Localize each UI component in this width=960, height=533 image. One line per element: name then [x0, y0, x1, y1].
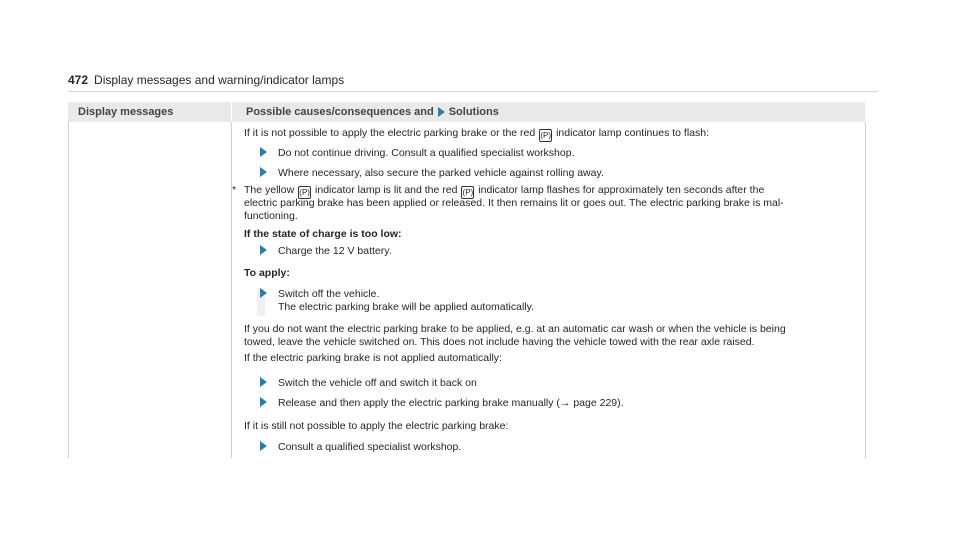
paragraph-1 — [244, 127, 854, 142]
paragraph-2-text-b: indicator lamp is lit and the red — [315, 184, 458, 196]
page-header — [68, 73, 344, 87]
paragraph-5: If it is still not possible to apply the electric parking brake: — [244, 420, 509, 432]
paragraph-4: If the electric parking brake is not applied automatically: — [244, 352, 502, 364]
bullet-6-text: Release and then apply the electric parking brake manually (→ page 229). — [278, 397, 624, 409]
bullet-5-text: Switch the vehicle off and switch it back on — [278, 377, 477, 389]
bullet-3-text: Charge the 12 V battery. — [278, 245, 392, 257]
bullet-4-text: Switch off the vehicle. — [278, 288, 380, 300]
parking-brake-icon: (P) — [540, 131, 551, 140]
heading-state-of-charge: If the state of charge is too low: — [244, 228, 402, 240]
table-left-border — [68, 122, 69, 458]
bullet-2-text: Where necessary, also secure the parked vehicle against rolling away. — [278, 167, 604, 179]
page-header-title: Display messages and warning/indicator lamps — [94, 73, 345, 87]
table-header — [68, 102, 865, 122]
bullet-4-result: The electric parking brake will be applied automatically. — [278, 301, 535, 313]
paragraph-1-text-end: indicator lamp continues to flash: — [556, 127, 710, 139]
bullet-7-text: Consult a qualified specialist workshop. — [278, 441, 462, 453]
header-rule — [68, 91, 878, 92]
bullet-7 — [260, 441, 850, 454]
arrow-icon — [260, 441, 267, 451]
table-right-border — [865, 122, 866, 458]
parking-brake-icon: (P) — [299, 188, 310, 197]
paragraph-2-line-2: electric parking brake has been applied or released. It then remains lit or goes out. The electric parking brake is mal- — [244, 197, 784, 209]
paragraph-3-line-1: If you do not want the electric parking brake to be applied, e.g. at an automatic car wash or when the vehicle is being — [244, 323, 786, 335]
bullet-1 — [260, 147, 850, 160]
bullet-2 — [260, 167, 850, 180]
header-divider — [231, 102, 232, 122]
parking-brake-icon: (P) — [462, 188, 474, 197]
arrow-icon — [260, 377, 267, 387]
bullet-1-text: Do not continue driving. Consult a qualified specialist workshop. — [278, 147, 575, 159]
arrow-icon — [260, 397, 267, 407]
col-solutions-label: Solutions — [448, 106, 499, 118]
bullet-3 — [260, 245, 850, 258]
paragraph-3-line-2: towed, leave the vehicle switched on. This does not include having the vehicle towed with the rear axle raised. — [244, 336, 755, 348]
bullet-5 — [260, 377, 850, 390]
paragraph-2-line-3: functioning. — [244, 210, 298, 222]
paragraph-2-text-c: indicator lamp flashes for approximately ten seconds after the — [478, 184, 765, 196]
arrow-icon — [438, 107, 445, 117]
col-causes-header — [246, 106, 499, 118]
star-marker: * — [232, 184, 237, 196]
table-column-divider — [231, 122, 232, 458]
col-display-messages-header: Display messages — [78, 106, 174, 118]
bullet-4 — [260, 288, 850, 301]
col-causes-label: Possible causes/consequences and — [246, 106, 434, 118]
arrow-icon — [260, 245, 267, 255]
arrow-icon — [260, 288, 267, 298]
heading-to-apply: To apply: — [244, 267, 290, 279]
arrow-icon — [260, 167, 267, 177]
paragraph-2-text-a: The yellow — [244, 184, 295, 196]
page-number: 472 — [68, 73, 89, 87]
paragraph-1-text: If it is not possible to apply the electric parking brake or the red — [244, 127, 536, 139]
arrow-icon — [260, 147, 267, 157]
bullet-6 — [260, 397, 850, 410]
